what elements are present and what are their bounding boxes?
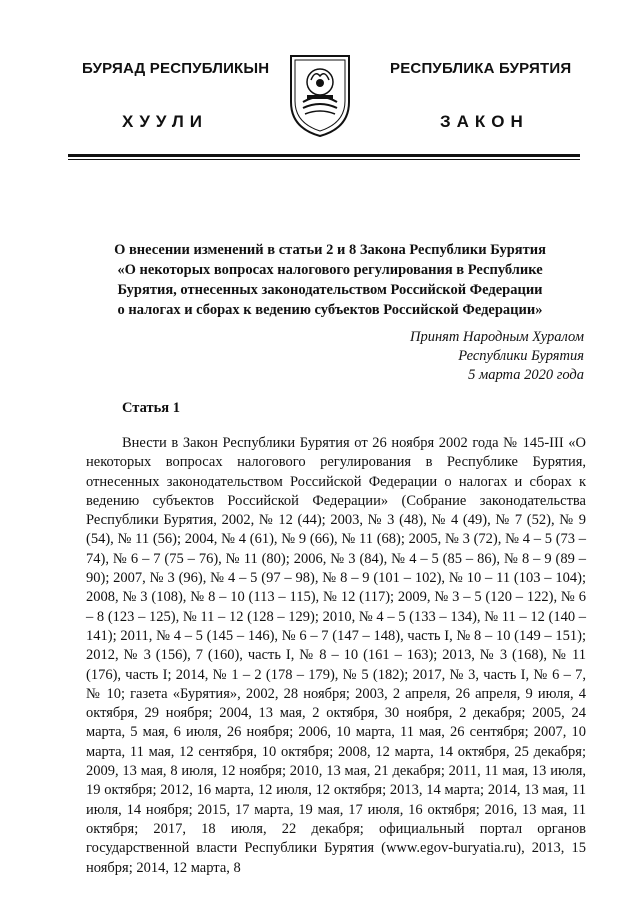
law-title-line: «О некоторых вопросах налогового регулирования в Республике [117, 262, 543, 278]
header-divider-thin [68, 159, 580, 160]
header-law: ЗАКОН [440, 112, 529, 131]
law-title-line: Бурятия, отнесенных законодательством Российской Федерации [117, 282, 543, 298]
article-heading: Статья 1 [122, 400, 180, 416]
coat-of-arms-icon [287, 52, 353, 138]
adoption-note [324, 328, 584, 385]
header-buryat-law: ХУУЛИ [122, 112, 208, 131]
article-body: Внести в Закон Республики Бурятия от 26 ноября 2002 года № 145-III «О некоторых вопросах налогового регулирования в Республике Бурятия, отнесенных законодательством Российской Федерации о налогах и сборах к ведению субъектов Российской Федерации» (Собрание законодательства Республики Бурятия, 2002, № 12 (44); 2003, № 3 (48), № 4 (49), № 7 (52), № 9 (54), № 11 (56); 2004, № 4 (61), № 9 (66), № 11 (68); 2005, № 3 (72), № 4 – 5 (73 – 74), № 6 – 7 (75 – 76), № 11 (80); 2006, № 3 (84), № 4 – 5 (85 – 86), № 8 – 9 (89 – 90); 2007, № 3 (96), № 4 – 5 (97 – 98), № 8 – 9 (101 – 102), № 10 – 11 (103 – 104); 2008, № 3 (108), № 8 – 10 (113 – 115), № 12 (117); 2009, № 3 – 5 (120 – 122), № 6 – 8 (123 – 125), № 11 – 12 (128 – 129); 2010, № 4 – 5 (133 – 134), № 11 – 12 (140 – 141); 2011, № 4 – 5 (145 – 146), № 6 – 7 (147 – 148), часть I, № 8 – 10 (149 – 151); 2012, № 3 (156), 7 (160), часть I, № 8 – 10 (161 – 163); 2013, № 3 (168), № 11 (176), часть I; 2014, № 1 – 2 (178 – 179), № 5 (182); 2017, № 3, часть I, № 6 – 7, № 10; газета «Бурятия», 2002, 28 ноября; 2003, 2 апреля, 26 апреля, 9 июля, 4 октября, 29 ноября; 2004, 13 мая, 2 октября, 30 ноября, 2 декабря; 2005, 24 марта, 5 мая, 6 июля, 26 ноября; 2006, 10 марта, 11 мая, 26 сентября; 2007, 10 марта, 11 мая, 12 сентября, 10 октября; 2008, 12 марта, 14 октября, 25 декабря; 2009, 13 мая, 8 июля, 12 ноября; 2010, 13 мая, 21 декабря; 2011, 11 мая, 13 июля, 19 октября; 2012, 16 марта, 12 июля, 12 октября; 2013, 14 марта; 2014, 13 мая, 11 июля, 14 ноября; 2015, 17 марта, 19 мая, 17 июля, 16 октября; 2016, 13 мая, 11 октября; 2017, 18 июля, 22 декабря; официальный портал органов государственной власти Республики Бурятия (www.egov-buryatia.ru), 2013, 15 ноября; 2014, 12 марта, 8 [86, 435, 586, 876]
law-title [96, 240, 564, 320]
law-title-line: о налогах и сборах к ведению субъектов Российской Федерации» [117, 302, 543, 318]
adoption-line: Принят Народным Хуралом [409, 329, 584, 345]
header-republic-buryatia: РЕСПУБЛИКА БУРЯТИЯ [390, 60, 572, 77]
adoption-date: 5 марта 2020 года [468, 367, 584, 383]
adoption-line: Республики Бурятия [458, 348, 584, 364]
header-divider-thick [68, 154, 580, 157]
law-title-line: О внесении изменений в статьи 2 и 8 Закона Республики Бурятия [114, 242, 546, 258]
header-buryat-republic: БУРЯАД РЕСПУБЛИКЫН [82, 60, 270, 77]
